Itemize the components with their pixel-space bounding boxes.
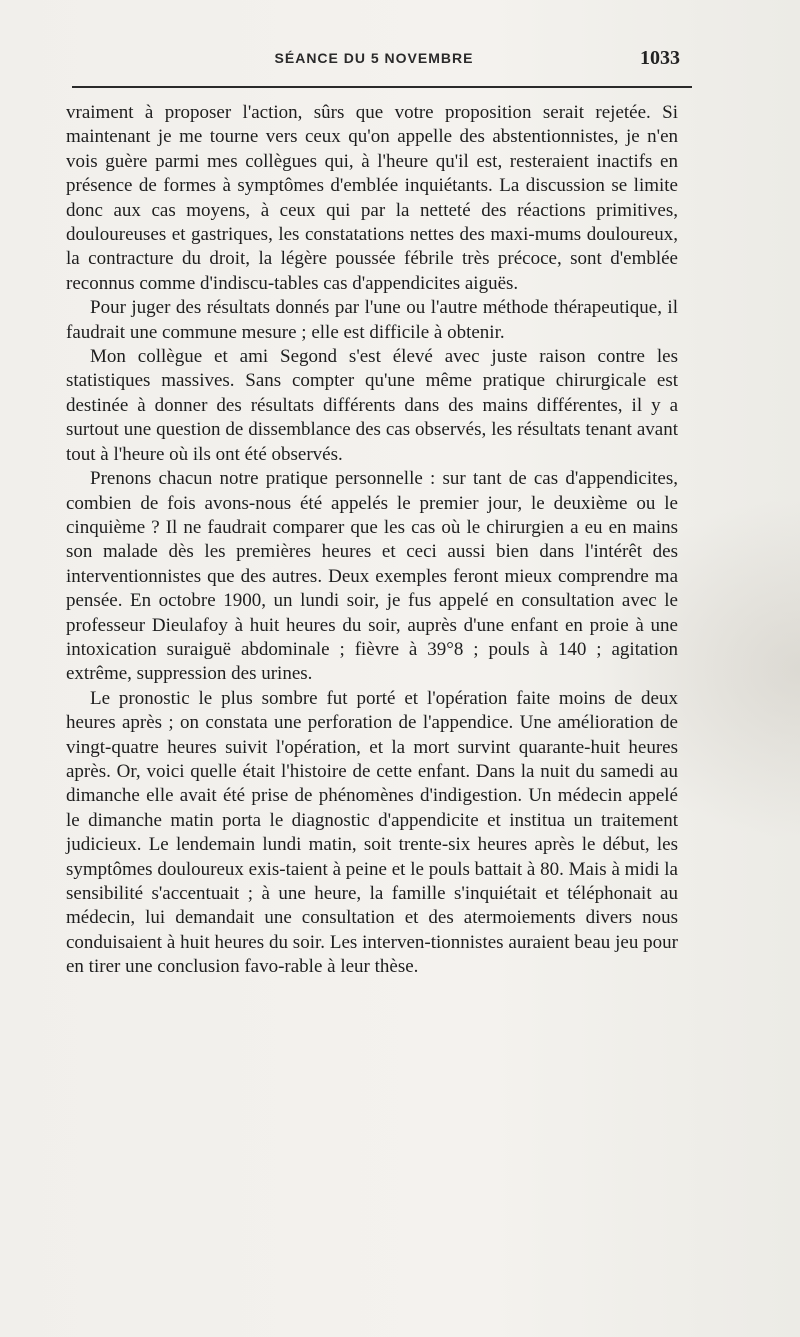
paragraph: Le pronostic le plus sombre fut porté et l'opération faite moins de deux heures après ; on constata une perforation de l'appendice. Une amélioration de vingt-quatre heures suivit l'opération, et la mort survint quarante-huit heures après. Or, voici quelle était l'histoire de cette enfant. Dans la nuit du samedi au dimanche elle avait été prise de phénomènes d'indigestion. Un médecin appelé le dimanche matin porta le diagnostic d'appendicite et institua un traitement judicieux. Le lendemain lundi matin, soit trente-six heures après le début, les symptômes douloureux exis-taient à peine et le pouls battait à 80. Mais à midi la sensibilité s'accentuait ; à une heure, la famille s'inquiétait et téléphonait au médecin, lui demandait une consultation et des atermoiements divers nous conduisaient à huit heures du soir. Les interven-tionnistes auraient beau jeu pour en tirer une conclusion favo-rable à leur thèse. [66,687,678,978]
paragraph: Mon collègue et ami Segond s'est élevé avec juste raison contre les statistiques massives. Sans compter qu'une même pratique chirurgicale est destinée à donner des résultats différents dans des mains différentes, il y a surtout une question de dissemblance des cas observés, les résultats tenant avant tout à l'heure où ils ont été observés. [66,346,678,465]
header-rule [72,86,692,88]
paragraph: Pour juger des résultats donnés par l'une ou l'autre méthode thérapeutique, il faudrait une commune mesure ; elle est difficile à obtenir. [66,297,678,343]
page-number: 1033 [640,47,680,69]
paragraph: vraiment à proposer l'action, sûrs que votre proposition serait rejetée. Si maintenant je me tourne vers ceux qu'on appelle des abstentionnistes, je n'en vois guère parmi mes collègues qui, à l'heure qu'il est, resteraient inactifs en présence de formes à symptômes d'emblée inquiétants. La discussion se limite donc aux cas moyens, à ceux qui par la netteté des réactions primitives, douloureuses et gastriques, les constatations nettes des maxi-mums douloureux, la contracture du droit, la légère poussée fébrile très précoce, sont d'emblée reconnus comme d'indiscu-tables cas d'appendicites aiguës. [66,102,678,294]
page-header [68,48,680,74]
paragraph: Prenons chacun notre pratique personnelle : sur tant de cas d'appendicites, combien de fois avons-nous été appelés le premier jour, le deuxième ou le cinquième ? Il ne faudrait comparer que les cas où le chirurgien a eu en mains son malade dès les premières heures et ceci aussi bien dans l'intérêt des interventionnistes que des autres. Deux exemples feront mieux comprendre ma pensée. En octobre 1900, un lundi soir, je fus appelé en consultation avec le professeur Dieulafoy à huit heures du soir, auprès d'une enfant en proie à une intoxication suraiguë abdominale ; fièvre à 39°8 ; pouls à 140 ; agitation extrême, suppression des urines. [66,468,678,685]
body-text [66,101,678,980]
running-title: SÉANCE DU 5 NOVEMBRE [274,50,474,66]
